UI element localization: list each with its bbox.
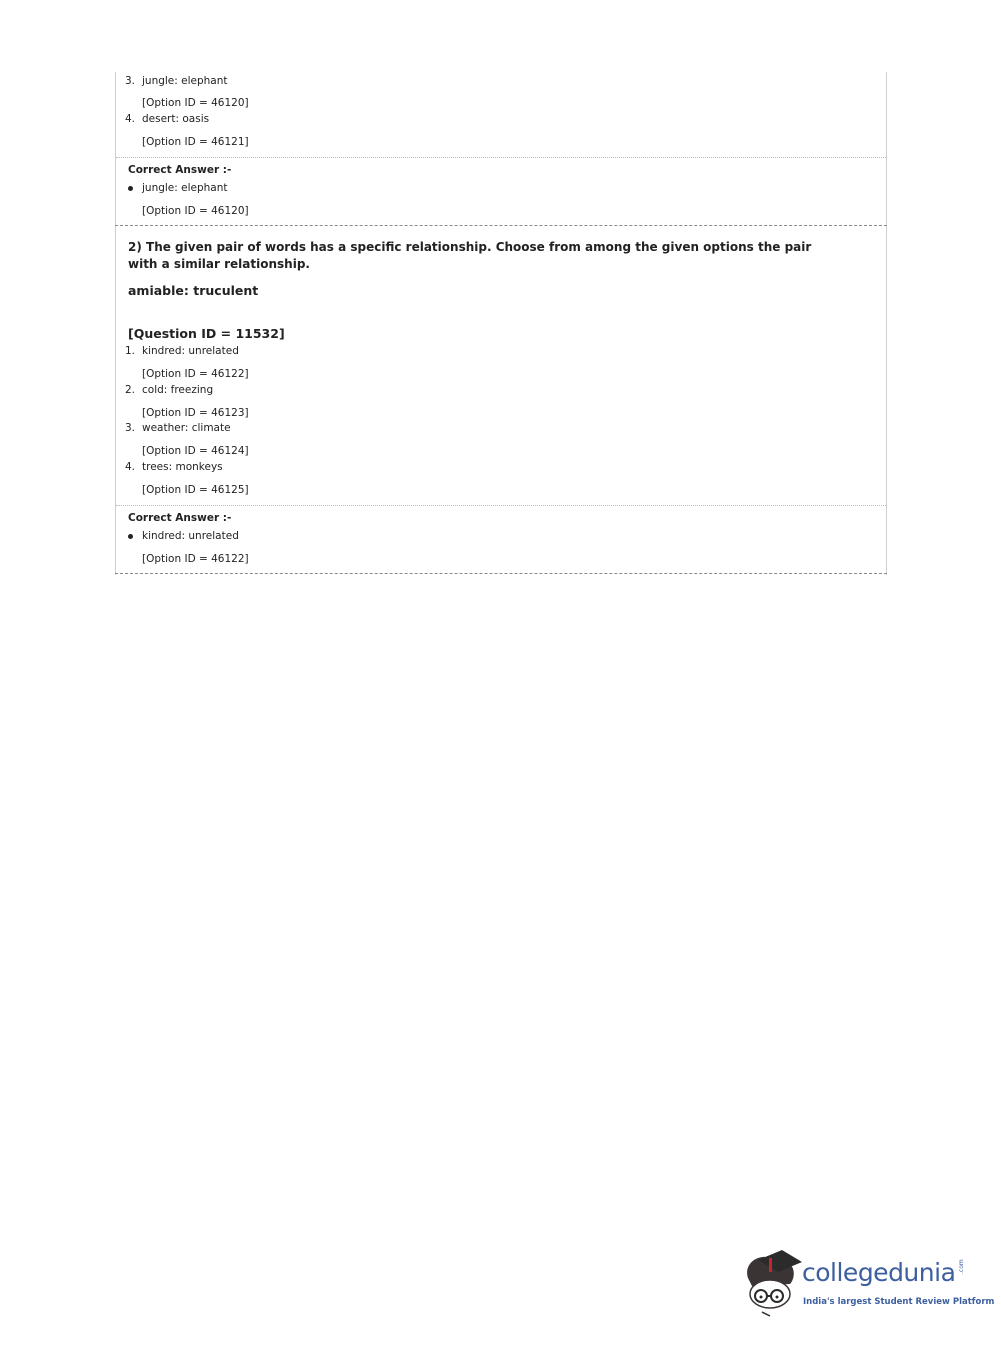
bullet-icon <box>128 186 133 191</box>
option-text: jungle: elephant <box>142 75 228 87</box>
q1-option-4-id: [Option ID = 46121] <box>142 136 249 148</box>
option-text: kindred: unrelated <box>142 345 239 357</box>
question-separator <box>115 573 887 574</box>
q2-correct-answer-label: Correct Answer :- <box>128 512 232 524</box>
q2-option-3-id: [Option ID = 46124] <box>142 445 249 457</box>
question-separator <box>115 225 887 226</box>
option-number: 4. <box>125 113 136 125</box>
brand-dotcom: .com <box>958 1259 965 1274</box>
q2-correct-option-id: [Option ID = 46122] <box>142 553 249 565</box>
option-text: desert: oasis <box>142 113 210 125</box>
q2-option-4-id: [Option ID = 46125] <box>142 484 249 496</box>
bullet-icon <box>128 534 133 539</box>
q2-question-text: 2) The given pair of words has a specific relationship. Choose from among the given options the pair with a similar relationship. <box>128 240 812 271</box>
q1-option-3-id: [Option ID = 46120] <box>142 97 249 109</box>
option-number: 1. <box>125 345 136 357</box>
brand-tagline: India's largest Student Review Platform <box>803 1297 995 1307</box>
q2-option-2-id: [Option ID = 46123] <box>142 407 249 419</box>
option-number: 2. <box>125 384 136 396</box>
option-number: 3. <box>125 75 136 87</box>
brand-name: collegedunia <box>802 1258 956 1287</box>
q2-option-1-id: [Option ID = 46122] <box>142 368 249 380</box>
collegedunia-logo <box>742 1248 995 1320</box>
q1-correct-answer-label: Correct Answer :- <box>128 164 232 176</box>
q1-correct-answer-text: jungle: elephant <box>142 182 228 194</box>
divider <box>116 157 886 158</box>
option-number: 3. <box>125 422 136 434</box>
option-number: 4. <box>125 461 136 473</box>
mascot-icon <box>742 1248 804 1320</box>
option-text: weather: climate <box>142 422 231 434</box>
q2-question-id: [Question ID = 11532] <box>128 326 285 341</box>
q2-word-pair: amiable: truculent <box>128 283 259 298</box>
option-text: cold: freezing <box>142 384 214 396</box>
option-text: trees: monkeys <box>142 461 223 473</box>
q2-correct-answer-text: kindred: unrelated <box>142 530 239 542</box>
q1-correct-option-id: [Option ID = 46120] <box>142 205 249 217</box>
divider <box>116 505 886 506</box>
question-sheet <box>115 72 887 575</box>
